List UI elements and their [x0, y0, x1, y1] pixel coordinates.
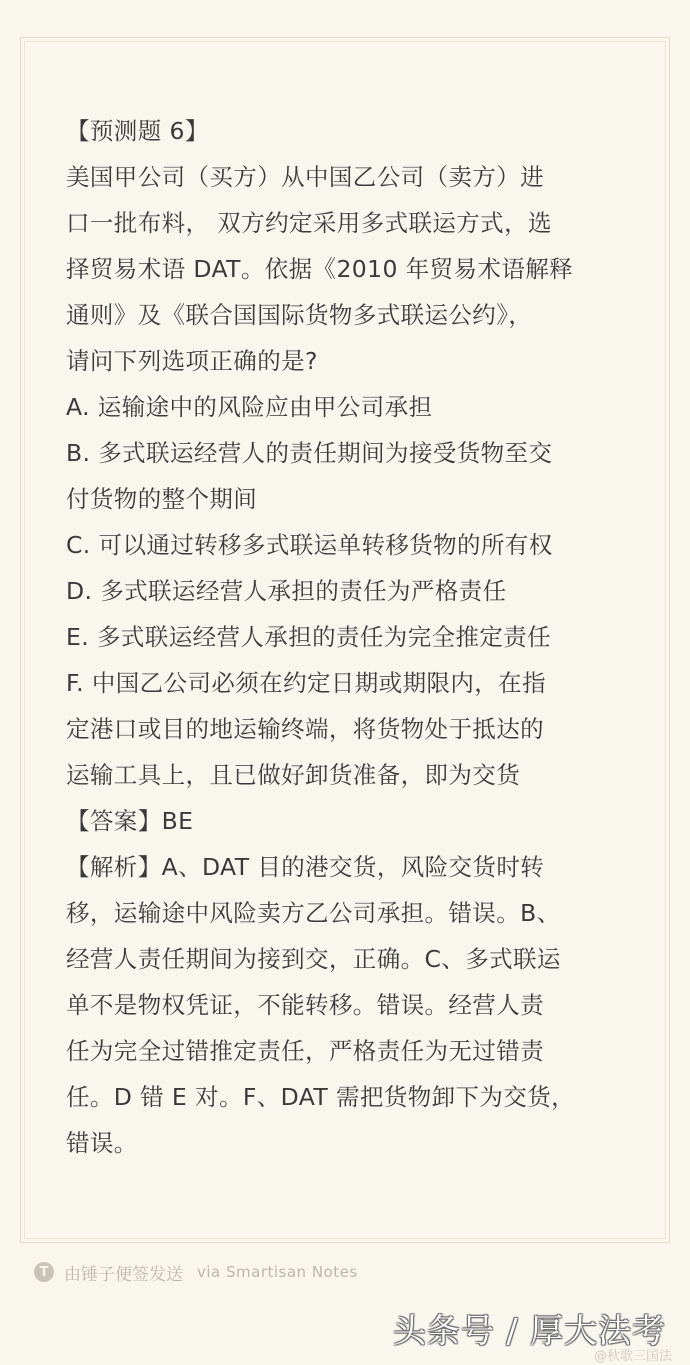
question-line: 择贸易术语 DAT。依据《2010 年贸易术语解释: [66, 255, 574, 283]
analysis-line: 【解析】A、DAT 目的港交货，风险交货时转: [66, 853, 545, 881]
option-f: F. 中国乙公司必须在约定日期或期限内，在指: [66, 669, 546, 697]
analysis-line: 任。D 错 E 对。F、DAT 需把货物卸下为交货，: [66, 1083, 576, 1111]
option-b: B. 多式联运经营人的责任期间为接受货物至交: [66, 439, 553, 467]
analysis-line: 单不是物权凭证，不能转移。错误。经营人责: [66, 991, 544, 1019]
option-d: D. 多式联运经营人承担的责任为严格责任: [66, 577, 507, 605]
toutiao-watermark: 头条号 / 厚大法考: [392, 1311, 666, 1350]
via-smartisan-text: via Smartisan Notes: [197, 1263, 358, 1281]
analysis-line: 移，运输途中风险卖方乙公司承担。错误。B、: [66, 899, 561, 927]
question-line: 通则》及《联合国国际货物多式联运公约》，: [66, 301, 533, 329]
option-c: C. 可以通过转移多式联运单转移货物的所有权: [66, 531, 553, 559]
option-f-cont: 运输工具上，且已做好卸货准备，即为交货: [66, 761, 521, 789]
question-line: 口一批布料， 双方约定采用多式联运方式，选: [66, 209, 552, 237]
question-title: 【预测题 6】: [66, 117, 209, 145]
analysis-line: 错误。: [66, 1129, 138, 1157]
option-a: A. 运输途中的风险应由甲公司承担: [66, 393, 433, 421]
sent-by-text: 由锤子便签发送: [64, 1264, 183, 1285]
question-line: 请问下列选项正确的是?: [66, 347, 318, 375]
option-e: E. 多式联运经营人承担的责任为完全推定责任: [66, 623, 552, 651]
analysis-line: 经营人责任期间为接到交，正确。C、多式联运: [66, 945, 561, 973]
question-line: 美国甲公司（买方）从中国乙公司（卖方）进: [66, 163, 544, 191]
note-content: [66, 108, 632, 1166]
analysis-line: 任为完全过错推定责任，严格责任为无过错责: [66, 1037, 544, 1065]
option-b-cont: 付货物的整个期间: [66, 485, 258, 513]
weibo-watermark: @秋歌三国法: [593, 1349, 672, 1364]
note-footer: [34, 1258, 358, 1286]
smartisan-t-icon: T: [34, 1262, 54, 1282]
option-f-cont: 定港口或目的地运输终端，将货物处于抵达的: [66, 715, 544, 743]
answer-line: 【答案】BE: [66, 807, 194, 835]
